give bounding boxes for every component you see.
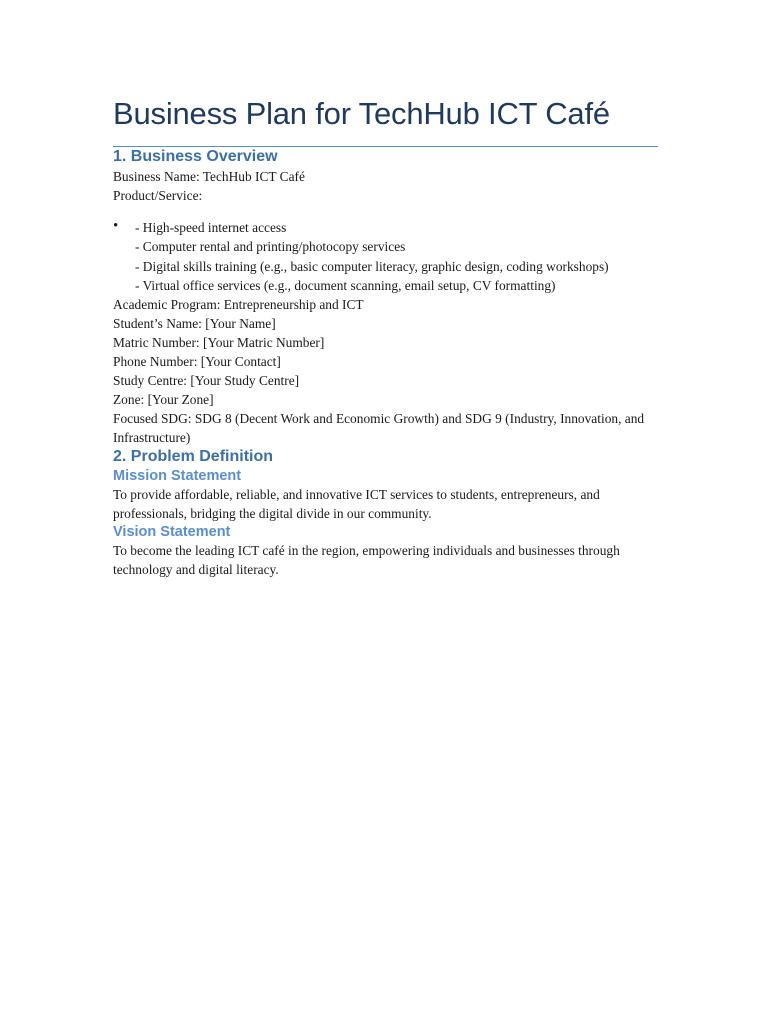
vision-statement-text: To become the leading ICT café in the region, empowering individuals and businesses through technology and digital literacy. [113,543,620,578]
study-centre-text: Study Centre: [Your Study Centre] [113,373,300,389]
mission-statement-heading: Mission Statement [113,468,242,485]
academic-program-text: Academic Program: Entrepreneurship and ICT [113,297,364,313]
vision-statement-heading: Vision Statement [113,524,231,541]
mission-statement-text: To provide affordable, reliable, and innovative ICT services to students, entrepreneurs, and professionals, bridging the digital divide in our community. [113,487,600,522]
phone-number-text: Phone Number: [Your Contact] [113,354,281,370]
bullet-icon: • [113,218,119,234]
focused-sdg-text: Focused SDG: SDG 8 (Decent Work and Economic Growth) and SDG 9 (Industry, Innovation, and Infrastructure) [113,411,645,446]
product-service-label: Product/Service: [113,188,203,203]
service-item: - High-speed internet access [135,220,287,235]
student-name-text: Student’s Name: [Your Name] [113,316,276,332]
services-bullet-list [113,218,658,295]
matric-number-text: Matric Number: [Your Matric Number] [113,335,325,351]
service-item: - Virtual office services (e.g., document scanning, email setup, CV formatting) [135,277,556,293]
document-title: Business Plan for TechHub ICT Café [113,90,658,147]
service-item: - Computer rental and printing/photocopy services [135,239,406,255]
service-item: - Digital skills training (e.g., basic computer literacy, graphic design, coding workshops) [135,258,609,274]
zone-text: Zone: [Your Zone] [113,392,214,408]
business-name-text: Business Name: TechHub ICT Café [113,169,305,184]
section-heading-business-overview: 1. Business Overview [113,148,278,165]
document-page [113,90,658,579]
section-heading-problem-definition: 2. Problem Definition [113,448,274,466]
